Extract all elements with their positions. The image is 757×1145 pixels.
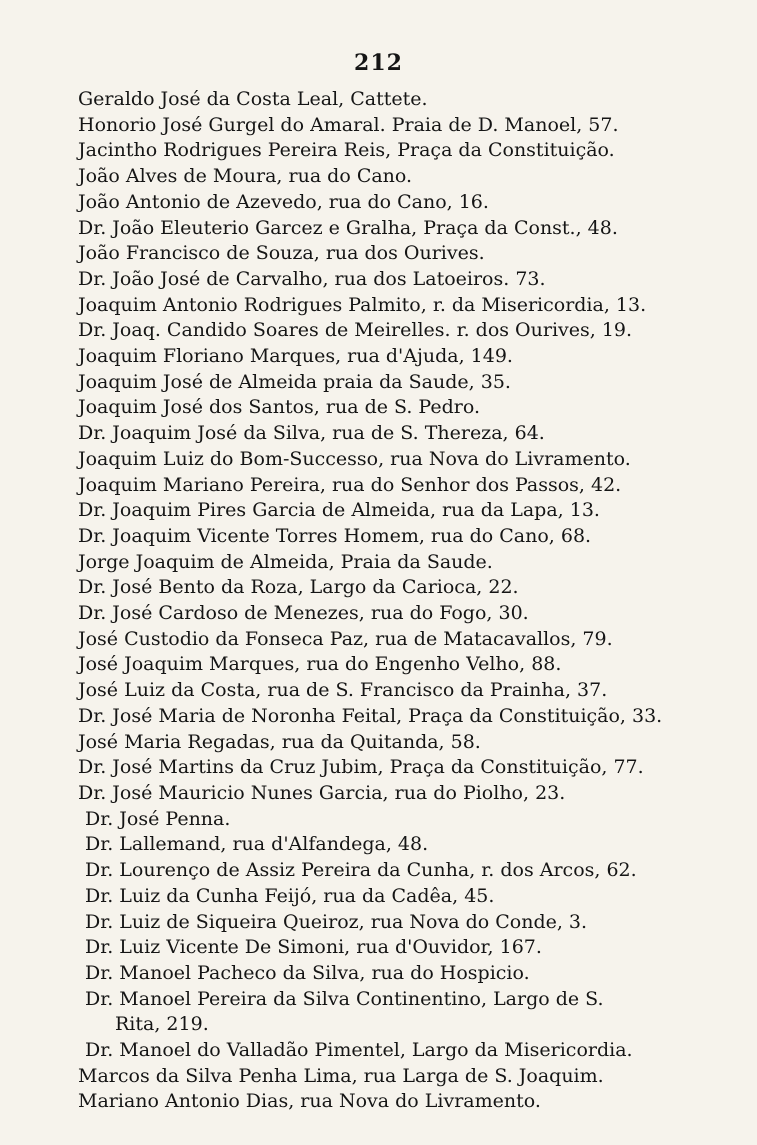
list-item: Honorio José Gurgel do Amaral. Praia de D. Manoel, 57. [78, 113, 619, 136]
list-item: Joaquim Luiz do Bom-Successo, rua Nova do Livramento. [78, 447, 631, 470]
list-item: José Maria Regadas, rua da Quitanda, 58. [78, 730, 481, 753]
list-item: Joaquim Antonio Rodrigues Palmito, r. da Misericordia, 13. [78, 293, 647, 316]
entry-line-2: Rita, 219. [115, 1013, 209, 1036]
entry-line-1: Dr. Manoel Pereira da Silva Continentino, Largo de S. [85, 987, 604, 1010]
list-item: João Alves de Moura, rua do Cano. [78, 165, 413, 188]
list-item: Dr. Lourenço de Assiz Pereira da Cunha, r. dos Arcos, 62. [85, 859, 637, 882]
list-item: Marcos da Silva Penha Lima, rua Larga de S. Joaquim. [78, 1064, 604, 1087]
directory-list [78, 87, 678, 1115]
list-item: Dr. Manoel Pacheco da Silva, rua do Hospicio. [85, 961, 530, 984]
list-item: José Custodio da Fonseca Paz, rua de Matacavallos, 79. [78, 627, 613, 650]
list-item: Joaquim José dos Santos, rua de S. Pedro. [78, 396, 480, 419]
list-item: Dr. José Cardoso de Menezes, rua do Fogo, 30. [78, 602, 529, 625]
list-item: Dr. Joaquim José da Silva, rua de S. Thereza, 64. [78, 422, 545, 445]
list-item: Geraldo José da Costa Leal, Cattete. [78, 88, 428, 110]
list-item [78, 987, 675, 1038]
list-item: Dr. Luiz da Cunha Feijó, rua da Cadêa, 45. [85, 884, 495, 907]
list-item: Dr. José Martins da Cruz Jubim, Praça da Constituição, 77. [78, 756, 644, 779]
list-item: Mariano Antonio Dias, rua Nova do Livramento. [78, 1090, 541, 1113]
list-item: Dr. José Maria de Noronha Feital, Praça da Constituição, 33. [78, 704, 663, 727]
list-item: Dr. José Penna. [85, 807, 231, 830]
list-item: Dr. João Eleuterio Garcez e Gralha, Praça da Const., 48. [78, 216, 618, 239]
list-item: Dr. Joaq. Candido Soares de Meirelles. r. dos Ourives, 19. [78, 319, 633, 342]
list-item: Dr. José Bento da Roza, Largo da Carioca, 22. [78, 576, 519, 599]
list-item: Dr. José Mauricio Nunes Garcia, rua do Piolho, 23. [78, 781, 566, 804]
list-item: José Luiz da Costa, rua de S. Francisco da Prainha, 37. [78, 679, 608, 702]
list-item: Dr. Luiz de Siqueira Queiroz, rua Nova do Conde, 3. [85, 910, 588, 933]
list-item: João Francisco de Souza, rua dos Ourives. [78, 242, 485, 265]
page-number: 212 [354, 50, 403, 76]
list-item: Jacintho Rodrigues Pereira Reis, Praça da Constituição. [78, 139, 615, 162]
list-item: José Joaquim Marques, rua do Engenho Velho, 88. [78, 653, 562, 676]
list-item: João Antonio de Azevedo, rua do Cano, 16. [78, 190, 489, 213]
list-item: Dr. Lallemand, rua d'Alfandega, 48. [85, 833, 429, 856]
list-item: Dr. Joaquim Vicente Torres Homem, rua do Cano, 68. [78, 524, 592, 547]
list-item: Joaquim Mariano Pereira, rua do Senhor dos Passos, 42. [78, 473, 622, 496]
list-item: Jorge Joaquim de Almeida, Praia da Saude. [78, 550, 493, 573]
list-item: Dr. João José de Carvalho, rua dos Latoeiros. 73. [78, 267, 546, 290]
list-item: Joaquim José de Almeida praia da Saude, 35. [78, 370, 511, 393]
list-item: Dr. Manoel do Valladão Pimentel, Largo da Misericordia. [85, 1039, 633, 1062]
list-item: Dr. Joaquim Pires Garcia de Almeida, rua da Lapa, 13. [78, 499, 600, 522]
list-item: Joaquim Floriano Marques, rua d'Ajuda, 149. [78, 345, 513, 368]
list-item: Dr. Luiz Vicente De Simoni, rua d'Ouvidor, 167. [85, 936, 542, 959]
